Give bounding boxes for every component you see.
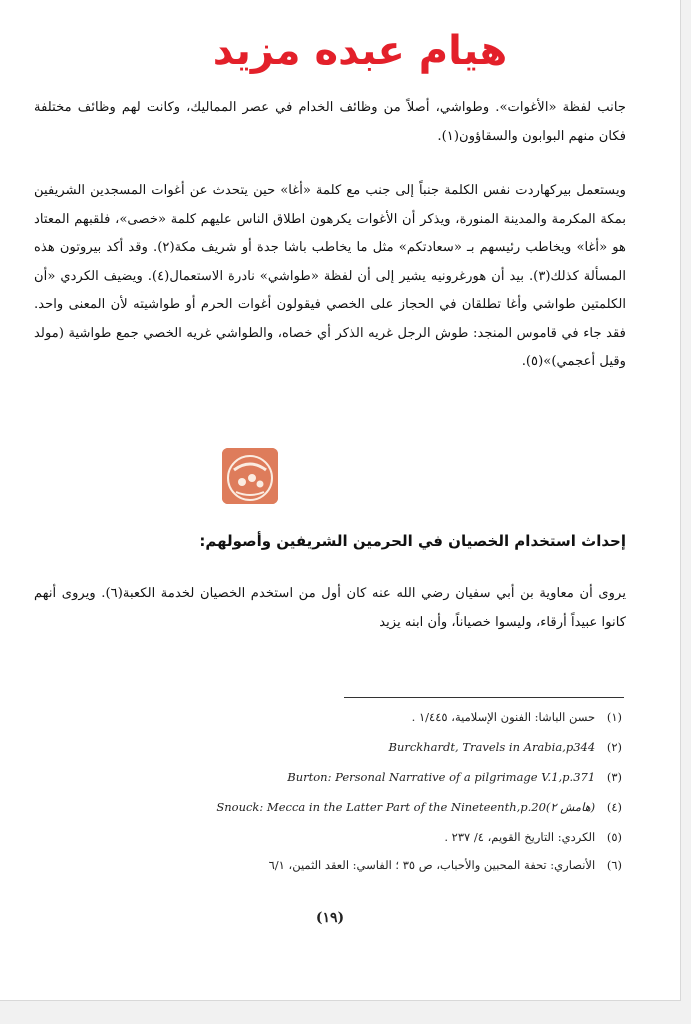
footnote-4: [216, 800, 622, 814]
archive-seal-icon: [222, 448, 278, 504]
paragraph-3: [34, 580, 626, 637]
footnote-number: (٥): [606, 830, 622, 844]
handwritten-name-watermark: هيام عبده مزيد: [212, 28, 508, 74]
paragraph-1: [34, 94, 626, 151]
footnote-number: (٣): [606, 770, 622, 784]
paragraph-1-text: جانب لفظة «الأغوات». وطواشي، أصلاً من وظائف الخدام في عصر المماليك، وكانت لهم وظائف مختلفة فكان منهم البوابون والسقاؤون(١).: [34, 100, 626, 144]
footnote-6: [269, 858, 622, 872]
footnote-number: (٦): [606, 858, 622, 872]
footnote-text: حسن الباشا: الفنون الإسلامية، ١/٤٤٥ .: [411, 710, 596, 724]
paragraph-3-text: يروى أن معاوية بن أبي سفيان رضي الله عنه كان أول من استخدم الخصيان لخدمة الكعبة(٦). ويروى أنهم كانوا عبيداً أرقاء، وليسوا خصياناً، وأن ابنه يزيد: [34, 586, 626, 630]
page-number: (١٩): [315, 910, 345, 926]
footnote-3: [287, 770, 622, 784]
footnote-1: [412, 710, 622, 724]
section-heading: إحداث استخدام الخصيان في الحرمين الشريفين وأصولهم:: [199, 532, 626, 550]
footnote-text: الأنصاري: تحفة المحبين والأحباب، ص ٣٥ ؛ الفاسي: العقد الثمين، ٦/١: [268, 858, 596, 872]
footnote-number: (٢): [606, 740, 622, 754]
footnote-text: الكردي: التاريخ القويم، ٤/ ٢٣٧ .: [444, 830, 596, 844]
footnote-number: (١): [606, 710, 622, 724]
footnote-5: [444, 830, 622, 844]
footnote-divider: [344, 697, 624, 698]
footnote-number: (٤): [606, 800, 622, 814]
footnote-text: Snouck: Mecca in the Latter Part of the Nineteenth,p.20(هامش ٢): [216, 800, 596, 814]
footnote-text: Burckhardt, Travels in Arabia,p344: [388, 740, 596, 754]
paragraph-2-text: ويستعمل بيركهاردت نفس الكلمة جنباً إلى جنب مع كلمة «أغا» حين يتحدث عن أغوات المسجدين الشريفين بمكة المكرمة والمدينة المنورة، ويذكر أن الأغوات يكرهون اطلاق الناس عليهم كلمة «خصى»، فلقبهم المعتاد هو «أغا» ويخاطب رئيسهم بـ «سعادتكم» مثل ما يخاطب باشا جدة أو شريف مكة(٢). وقد أكد بيروتون هذه المسألة كذلك(٣). بيد أن هورغرونيه يشير إلى أن لفظة «طواشي» نادرة الاستعمال(٤). ويضيف الكردي «أن الكلمتين طواشي وأغا تطلقان في الحجاز على الخصي فيقولون أغوات الحرم أو طواشيته لأن المعنى واحد. فقد جاء في قاموس المنجد: طوش الرجل غريه الذكر أي خصاه، والطواشي غريه الخصي جمع طواشية (مولد وقيل أعجمي)»(٥).: [34, 183, 627, 369]
footnote-text: Burton: Personal Narrative of a pilgrimage V.1,p.371: [287, 770, 596, 784]
footnote-2: [389, 740, 622, 754]
archive-seal-logo: [222, 448, 278, 504]
paragraph-2: [34, 177, 626, 377]
